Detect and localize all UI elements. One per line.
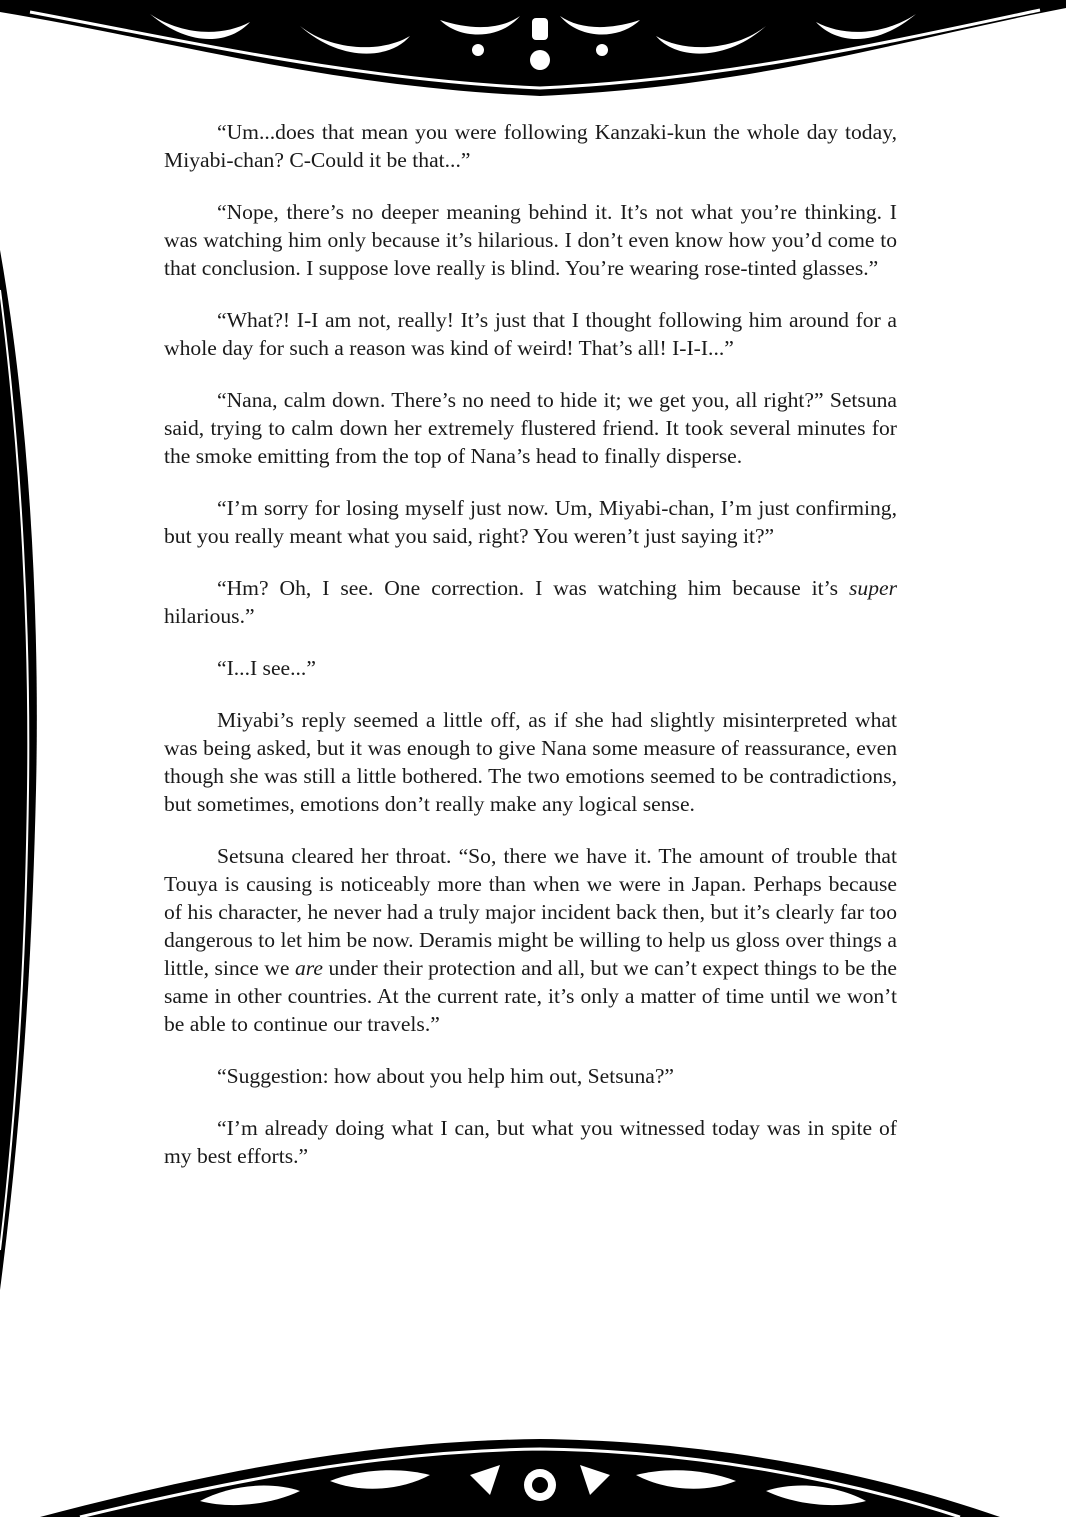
bottom-ornament-border [0, 1435, 1066, 1517]
paragraph: “I’m sorry for losing myself just now. Um, Miyabi-chan, I’m just confirming, but you really meant what you said, right? You weren’t just saying it?” [164, 496, 897, 548]
emphasis-text: are [295, 956, 323, 980]
paragraph: “What?! I-I am not, really! It’s just that I thought following him around for a whole day for such a reason was kind of weird! That’s all! I-I-I...” [164, 308, 897, 360]
paragraph: “Nope, there’s no deeper meaning behind it. It’s not what you’re thinking. I was watching him only because it’s hilarious. I don’t even know how you’d come to that conclusion. I suppose love really is blind. You’re wearing rose-tinted glasses.” [164, 200, 897, 280]
paragraph: “I’m already doing what I can, but what you witnessed today was in spite of my best efforts.” [164, 1116, 897, 1168]
paragraph: “Um...does that mean you were following Kanzaki-kun the whole day today, Miyabi-chan? C-Could it be that...” [164, 120, 897, 172]
top-ornament-border [0, 0, 1066, 100]
paragraph: “Suggestion: how about you help him out, Setsuna?” [217, 1064, 675, 1088]
paragraph: Miyabi’s reply seemed a little off, as if she had slightly misinterpreted what was being asked, but it was enough to give Nana some measure of reassurance, even though she was still a little bothered. The two emotions seemed to be contradictions, but sometimes, emotions don’t really make any logical sense. [164, 708, 897, 816]
left-ornament-band [0, 0, 40, 1517]
paragraph: “I...I see...” [217, 656, 316, 680]
paragraph: “Nana, calm down. There’s no need to hide it; we get you, all right?” Setsuna said, trying to calm down her extremely flustered friend. It took several minutes for the smoke emitting from the top of Nana’s head to finally disperse. [164, 388, 897, 468]
paragraph: Setsuna cleared her throat. “So, there we have it. The amount of trouble that Touya is causing is noticeably more than when we were in Japan. Perhaps because of his character, he never had a truly major incident back then, but it’s clearly far too dangerous to let him be now. Deramis might be willing to help us gloss over things a little, since we are under their protection and all, but we can’t expect things to be the same in other countries. At the current rate, it’s only a matter of time until we won’t be able to continue our travels.” [164, 844, 897, 1036]
paragraph: “Hm? Oh, I see. One correction. I was watching him because it’s super hilarious.” [164, 576, 897, 628]
emphasis-text: super [849, 576, 897, 600]
body-text [164, 118, 897, 1194]
